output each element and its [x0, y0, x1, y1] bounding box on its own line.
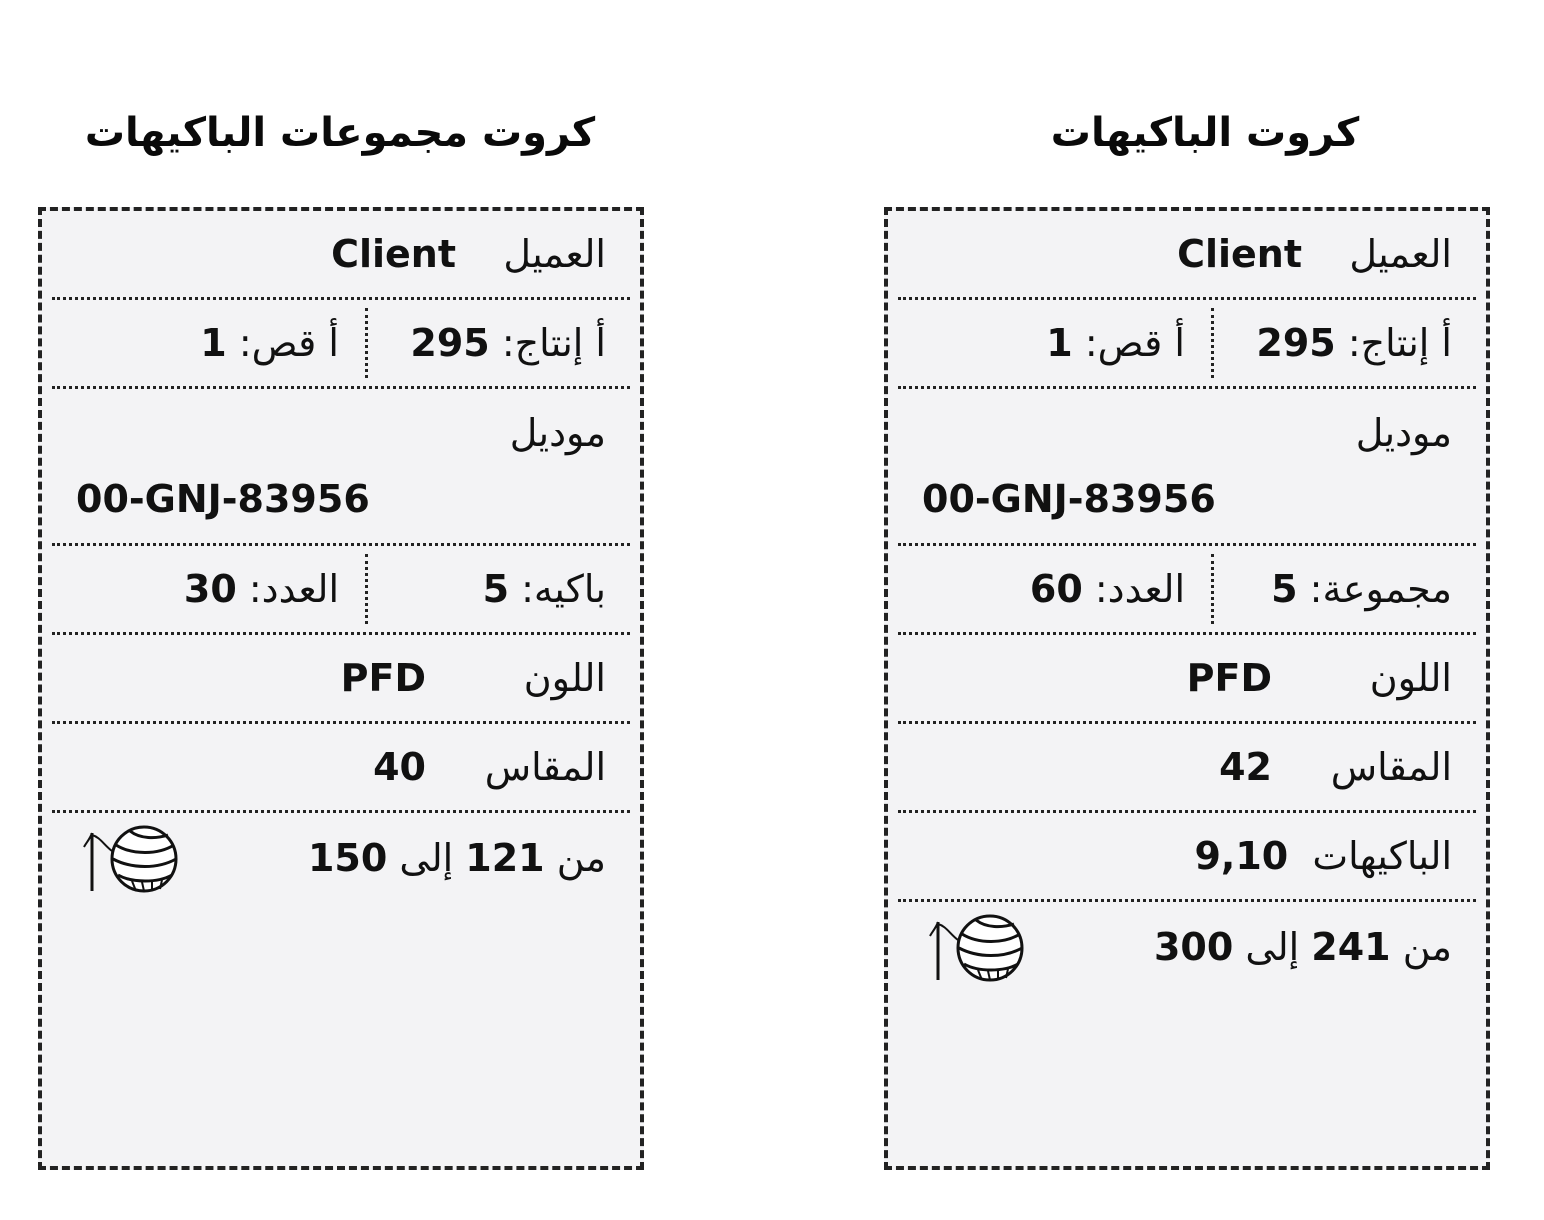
size-row: [52, 724, 630, 813]
cut-label: أ قص:: [1084, 321, 1185, 365]
client-value: Client: [331, 232, 456, 276]
range-row: [52, 813, 630, 902]
count-value: 30: [183, 567, 237, 611]
count-value: 60: [1029, 567, 1083, 611]
size-row: [898, 724, 1476, 813]
bundle-group-card: [38, 207, 644, 1170]
cut-value: 1: [200, 321, 227, 365]
size-value: 40: [373, 745, 426, 789]
range-from-label: من: [1402, 924, 1452, 969]
bundle-label: باكيه:: [521, 567, 606, 611]
group-cell: [1211, 554, 1452, 624]
client-value: Client: [1177, 232, 1302, 276]
group-count-row: [898, 546, 1476, 635]
size-label: المقاس: [1330, 745, 1452, 789]
bundles-row: [898, 813, 1476, 902]
production-row: [898, 300, 1476, 389]
count-cell: [76, 546, 365, 632]
size-label: المقاس: [484, 745, 606, 789]
bundle-count-row: [52, 546, 630, 635]
production-value: 295: [410, 321, 490, 365]
client-label: العميل: [503, 232, 606, 276]
model-value: 00-GNJ-83956: [76, 477, 370, 521]
range-row: [898, 902, 1476, 991]
production-row: [52, 300, 630, 389]
group-label: مجموعة:: [1309, 567, 1452, 611]
model-value: 00-GNJ-83956: [922, 477, 1216, 521]
range-to-label: إلى: [399, 835, 454, 880]
range-to-value: 150: [307, 835, 388, 880]
production-label: أ إنتاج:: [1347, 321, 1452, 365]
range-to-label: إلى: [1245, 924, 1300, 969]
production-cell: [365, 308, 606, 378]
range-from-value: 241: [1311, 924, 1391, 969]
color-value: PFD: [1186, 656, 1272, 700]
range-to-value: 300: [1153, 924, 1234, 969]
bundle-cell: [365, 554, 606, 624]
color-row: [898, 635, 1476, 724]
model-label: موديل: [509, 411, 606, 455]
color-label: اللون: [523, 656, 606, 700]
card-title-bundle-groups: كروت مجموعات الباكيهات: [84, 110, 596, 156]
color-row: [52, 635, 630, 724]
color-value: PFD: [340, 656, 426, 700]
model-row: [52, 389, 630, 546]
cut-cell: [922, 300, 1211, 386]
count-label: العدد:: [1094, 567, 1185, 611]
production-cell: [1211, 308, 1452, 378]
bundle-card: [884, 207, 1490, 1170]
count-cell: [922, 546, 1211, 632]
bundles-label: الباكيهات: [1312, 834, 1452, 878]
range-from-label: من: [556, 835, 606, 880]
cut-cell: [76, 300, 365, 386]
yarn-needle-icon: [928, 914, 1028, 986]
yarn-needle-icon: [82, 825, 182, 897]
model-label: موديل: [1355, 411, 1452, 455]
count-label: العدد:: [248, 567, 339, 611]
color-label: اللون: [1369, 656, 1452, 700]
group-value: 5: [1271, 567, 1298, 611]
client-row: [898, 211, 1476, 300]
size-value: 42: [1219, 745, 1272, 789]
range-from-value: 121: [465, 835, 545, 880]
production-label: أ إنتاج:: [501, 321, 606, 365]
bundle-value: 5: [482, 567, 510, 611]
card-title-bundles: كروت الباكيهات: [1050, 110, 1360, 156]
bundles-value: 9,10: [1194, 834, 1289, 878]
client-row: [52, 211, 630, 300]
model-row: [898, 389, 1476, 546]
production-value: 295: [1256, 321, 1336, 365]
client-label: العميل: [1349, 232, 1452, 276]
cut-label: أ قص:: [238, 321, 339, 365]
cut-value: 1: [1046, 321, 1073, 365]
